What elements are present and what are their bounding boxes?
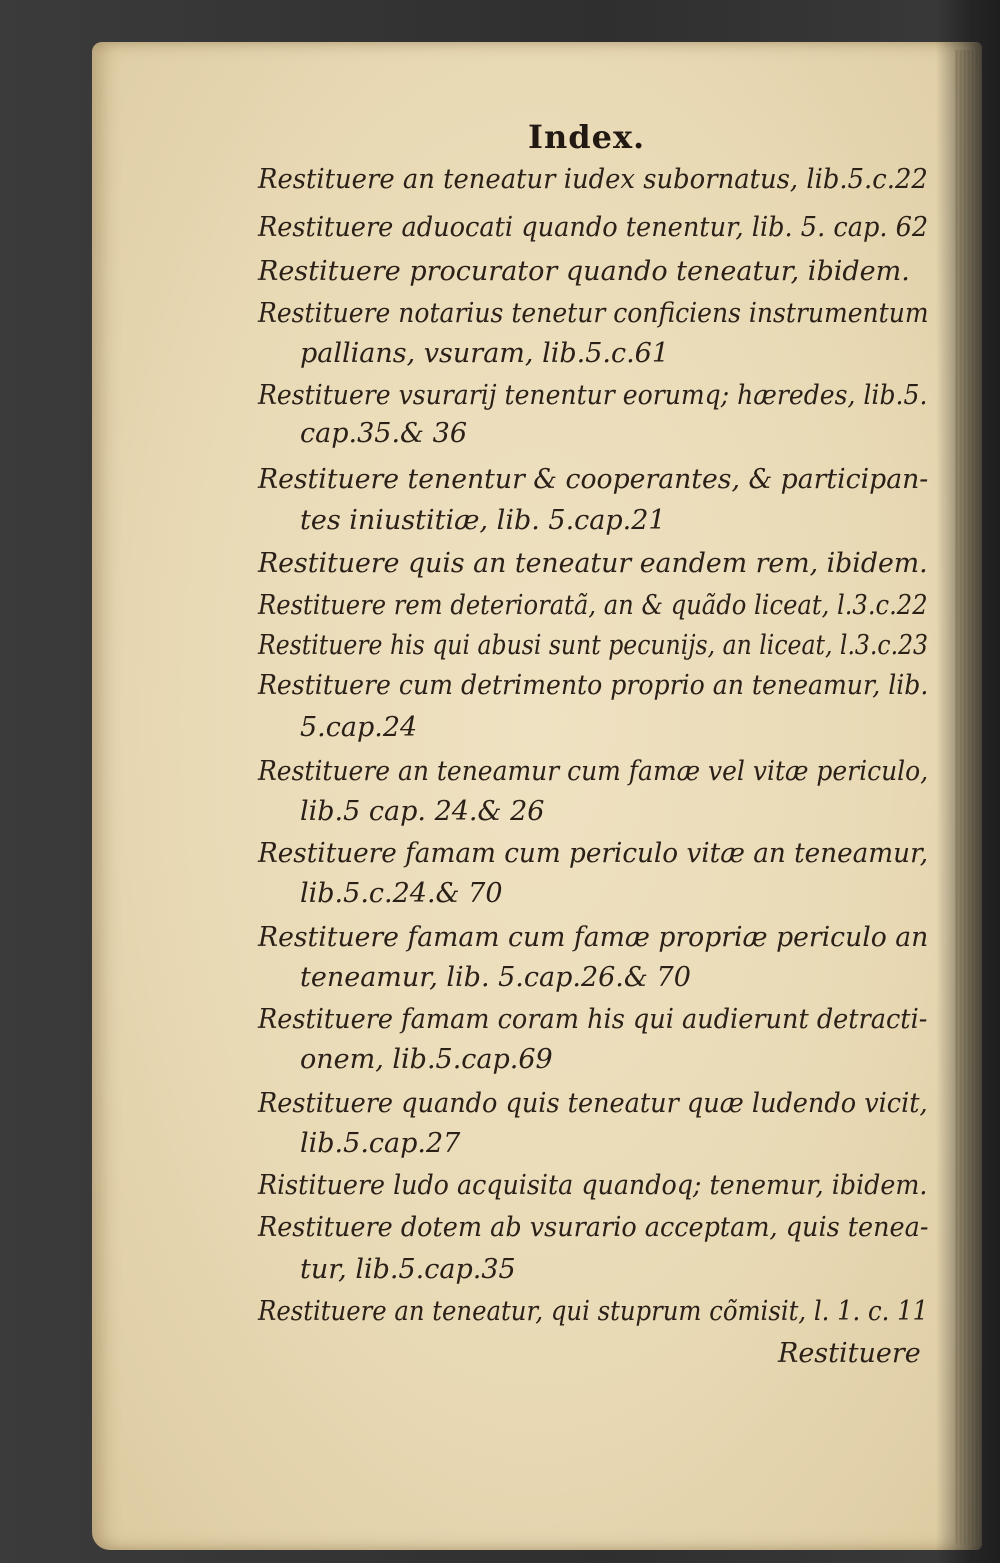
index-entry: Restituere quando quis teneatur quæ ludendo vicit, [258, 1088, 928, 1119]
index-entry: Restituere notarius tenetur conficiens instrumentum [258, 298, 929, 329]
index-entry-continuation: lib.5.c.24.& 70 [300, 878, 503, 909]
index-entry: Restituere his qui abusi sunt pecunijs, an liceat, l.3.c.23 [258, 630, 929, 661]
index-entry-continuation: tes iniustitiæ, lib. 5.cap.21 [300, 505, 666, 536]
index-entry-continuation: lib.5 cap. 24.& 26 [300, 796, 545, 827]
index-entry: Restituere famam cum famæ propriæ periculo an [258, 922, 929, 953]
index-entry: Restituere cum detrimento proprio an teneamur, lib. [258, 670, 929, 701]
index-entry-continuation: pallians, vsuram, lib.5.c.61 [300, 338, 670, 369]
index-entry: Restituere famam cum periculo vitæ an teneamur, [258, 838, 929, 869]
index-entry: Restituere procurator quando teneatur, ibidem. [258, 256, 910, 287]
index-entry-continuation: 5.cap.24 [300, 712, 418, 743]
page-title: Index. [528, 118, 646, 156]
catchword: Restituere [778, 1338, 921, 1369]
index-entry: Restituere rem deterioratã, an & quãdo liceat, l.3.c.22 [258, 590, 928, 621]
index-entry-continuation: tur, lib.5.cap.35 [300, 1254, 516, 1285]
index-entry-continuation: onem, lib.5.cap.69 [300, 1044, 553, 1075]
index-entry-continuation: teneamur, lib. 5.cap.26.& 70 [300, 962, 691, 993]
index-entry: Restituere tenentur & cooperantes, & participan- [258, 464, 929, 495]
index-entry: Restituere quis an teneatur eandem rem, ibidem. [258, 548, 928, 579]
index-entry-continuation: cap.35.& 36 [300, 418, 467, 449]
index-entry: Restituere an teneamur cum famæ vel vitæ periculo, [258, 756, 929, 787]
index-entry: Restituere an teneatur iudex subornatus, lib.5.c.22 [258, 164, 928, 195]
index-entry-continuation: lib.5.cap.27 [300, 1128, 461, 1159]
index-entry: Restituere vsurarij tenentur eorumq; hæredes, lib.5. [258, 380, 928, 411]
index-entry: Restituere famam coram his qui audierunt detracti- [258, 1004, 928, 1035]
index-entry: Ristituere ludo acquisita quandoq; tenemur, ibidem. [258, 1170, 928, 1201]
index-entry: Restituere aduocati quando tenentur, lib. 5. cap. 62 [258, 212, 929, 243]
index-entry: Restituere an teneatur, qui stuprum cõmisit, l. 1. c. 11 [258, 1296, 929, 1327]
index-entry: Restituere dotem ab vsurario acceptam, quis tenea- [258, 1212, 929, 1243]
